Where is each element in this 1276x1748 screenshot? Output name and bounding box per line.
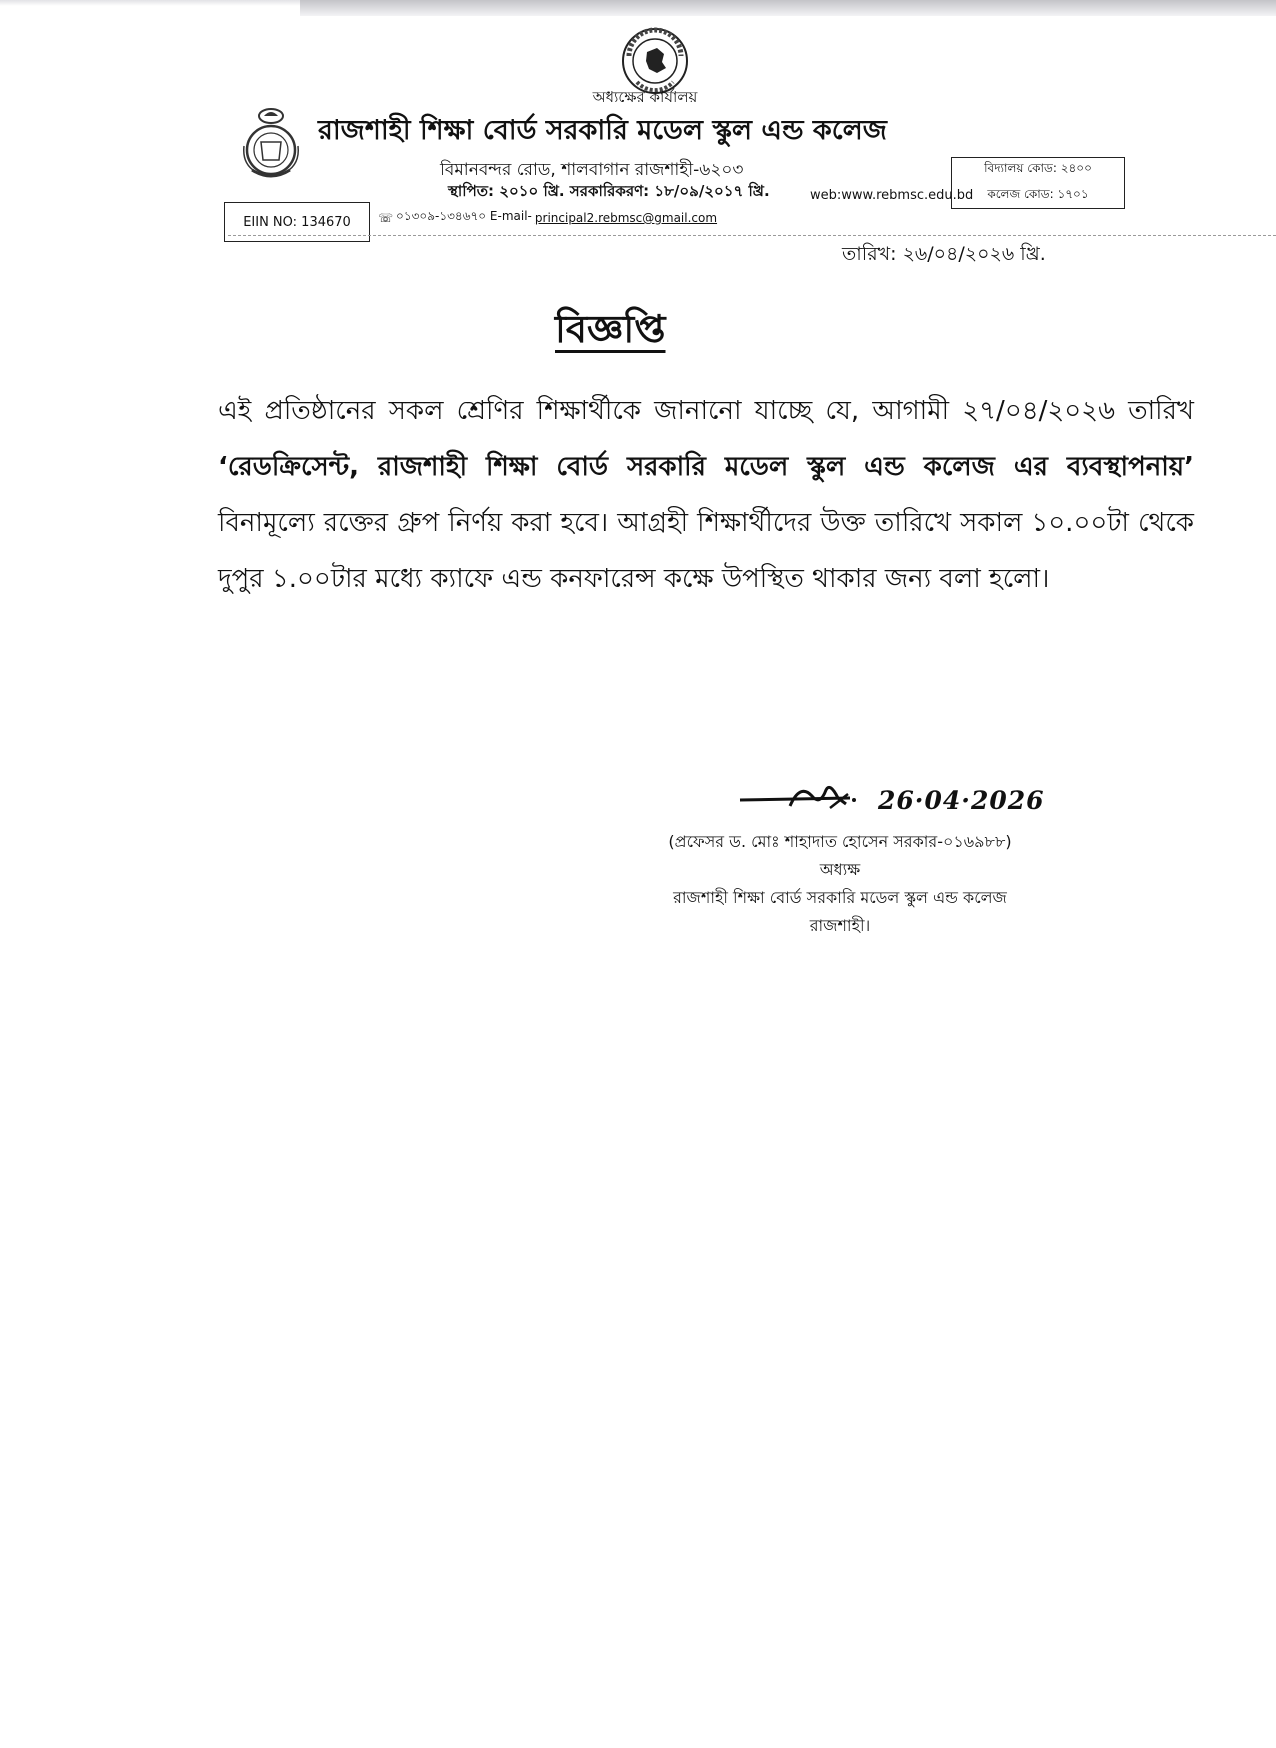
website-link[interactable]: web:www.rebmsc.edu.bd (810, 188, 974, 203)
notice-body (218, 383, 1194, 607)
scan-edge-left (0, 0, 300, 6)
signatory-name: (প্রফেসর ড. মোঃ শাহাদাত হোসেন সরকার-০১৬৯৮৮) (668, 832, 1012, 851)
scan-edge (300, 0, 1276, 16)
notice-body-part1: এই প্রতিষ্ঠানের সকল শ্রেণির শিক্ষার্থীকে জানানো যাচ্ছে যে, আগামী ২৭/০৪/২০২৬ তারিখ (218, 396, 1194, 426)
notice-title: বিজ্ঞপ্তি (555, 307, 666, 351)
email-link[interactable]: principal2.rebmsc@gmail.com (534, 211, 718, 225)
signatory-institution: রাজশাহী শিক্ষা বোর্ড সরকারি মডেল স্কুল এন্ড কলেজ (673, 888, 1007, 907)
signatory-block (590, 828, 1090, 940)
eiin-number: EIIN NO: 134670 (243, 214, 351, 230)
school-address: বিমানবন্দর রোড, শালবাগান রাজশাহী-৬২০৩ (440, 160, 744, 180)
header-divider (228, 235, 1276, 236)
signatory-city: রাজশাহী। (809, 916, 871, 935)
phone-number: ০১৩০৯-১৩৪৬৭০ E-mail- (396, 209, 532, 223)
notice-body-bold: ‘রেডক্রিসেন্ট, রাজশাহী শিক্ষা বোর্ড সরকারি মডেল স্কুল এন্ড কলেজ এর ব্যবস্থাপনায়’ (218, 452, 1194, 482)
office-label: অধ্যক্ষের কার্যালয় (592, 88, 698, 106)
notice-body-part2: বিনামূল্যে রক্তের গ্রুপ নির্ণয় করা হবে। আগ্রহী শিক্ষার্থীদের উক্ত তারিখে সকাল ১০.০০টা থেকে দুপুর ১.০০টার মধ্যে ক্যাফে এন্ড কনফারেন্স কক্ষে উপস্থিত থাকার জন্য বলা হলো। (218, 508, 1194, 594)
established-info: স্থাপিত: ২০১০ খ্রি. সরকারিকরণ: ১৮/০৯/২০১৭ খ্রি. (448, 182, 770, 200)
code-box (951, 157, 1125, 209)
school-logo-icon (238, 106, 304, 184)
phone-icon: ☏ (378, 211, 394, 225)
signature-date: 26·04·2026 (878, 786, 1045, 815)
college-code: কলেজ কোড: ১৭০১ (987, 187, 1089, 201)
contact-line (378, 208, 717, 228)
signatory-designation: অধ্যক্ষ (819, 860, 861, 879)
notice-date: তারিখ: ২৬/০৪/২০২৬ খ্রি. (842, 243, 1046, 265)
eiin-box (224, 202, 370, 242)
school-name: রাজশাহী শিক্ষা বোর্ড সরকারি মডেল স্কুল এন্ড কলেজ (318, 115, 887, 146)
school-code: বিদ্যালয় কোড: ২৪০০ (984, 161, 1092, 175)
